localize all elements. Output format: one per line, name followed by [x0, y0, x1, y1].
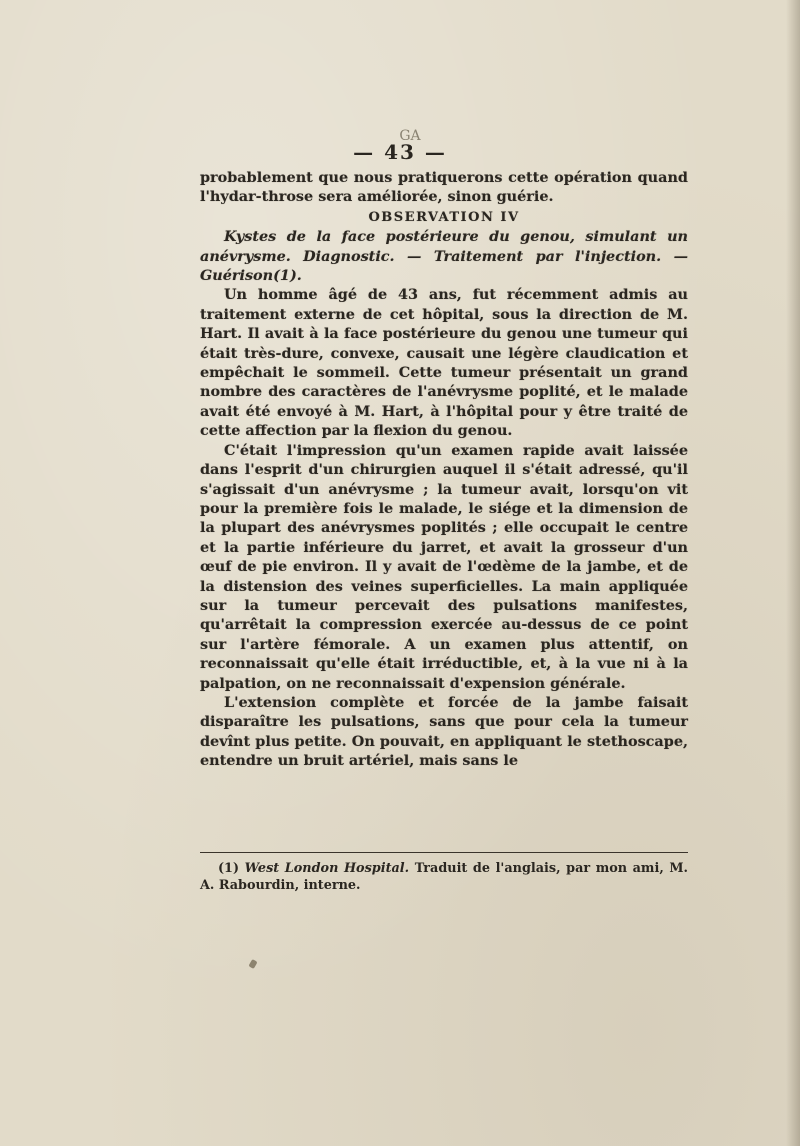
paragraph-2: C'était l'impression qu'un examen rapide avait laissée dans l'esprit d'un chirurgien auquel il s'était adressé, qu'il s'agissait d'un anévrysme ; la tumeur avait, lorsqu'on vit pour la première fois le malade, le siége et la dimension de la plupart des anévrysmes poplités ; elle occupait le centre et la partie inférieure du jarret, et avait la grosseur d'un œuf de pie environ. Il y avait de l'œdème de la jambe, et de la distension des veines superficielles. La main appliquée sur la tumeur percevait des pulsations manifestes, qu'arrêtait la compression exercée au-dessus de ce point sur l'artère fémorale. A un examen plus attentif, on reconnaissait qu'elle était irréductible, et, à la vue ni à la palpation, on ne reconnaissait d'expension générale. [200, 441, 688, 692]
page-number: — 43 — [353, 140, 447, 164]
case-heading: OBSERVATION IV [368, 209, 520, 225]
footnote-marker: (1) [218, 861, 240, 876]
footnote [200, 860, 688, 894]
paragraph-1: Un homme âgé de 43 ans, fut récemment admis au traitement externe de cet hôpital, sous la direction de M. Hart. Il avait à la face postérieure du genou une tumeur qui était très-dure, convexe, causait une légère claudication et empêchait le sommeil. Cette tumeur présentait un grand nombre des caractères de l'anévrysme poplité, et le malade avait été envoyé à M. Hart, à l'hôpital pour y être traité de cette affection par la flexion du genou. [200, 286, 688, 440]
paragraph-3: L'extension complète et forcée de la jambe faisait disparaître les pulsations, sans que pour cela la tumeur devînt plus petite. On pouvait, en appliquant le stethoscape, entendre un bruit artériel, mais sans le [200, 693, 688, 770]
paragraph-continuation: probablement que nous pratiquerons cette opération quand l'hydar-throse sera améliorée, sinon guérie. [200, 169, 688, 206]
body-text [200, 168, 688, 771]
page-edge-shadow [786, 0, 800, 1146]
footnote-text: Traduit de l'anglais, par mon ami, M. A. Rabourdin, interne. [200, 861, 688, 893]
footnote-source: West London Hospital. [244, 861, 410, 876]
footnote-rule [200, 852, 688, 853]
case-title: Kystes de la face postérieure du genou, simulant un anévrysme. Diagnostic. — Traitement par l'injection. — Guérison(1). [200, 228, 688, 285]
page-marker: GA [399, 128, 421, 144]
